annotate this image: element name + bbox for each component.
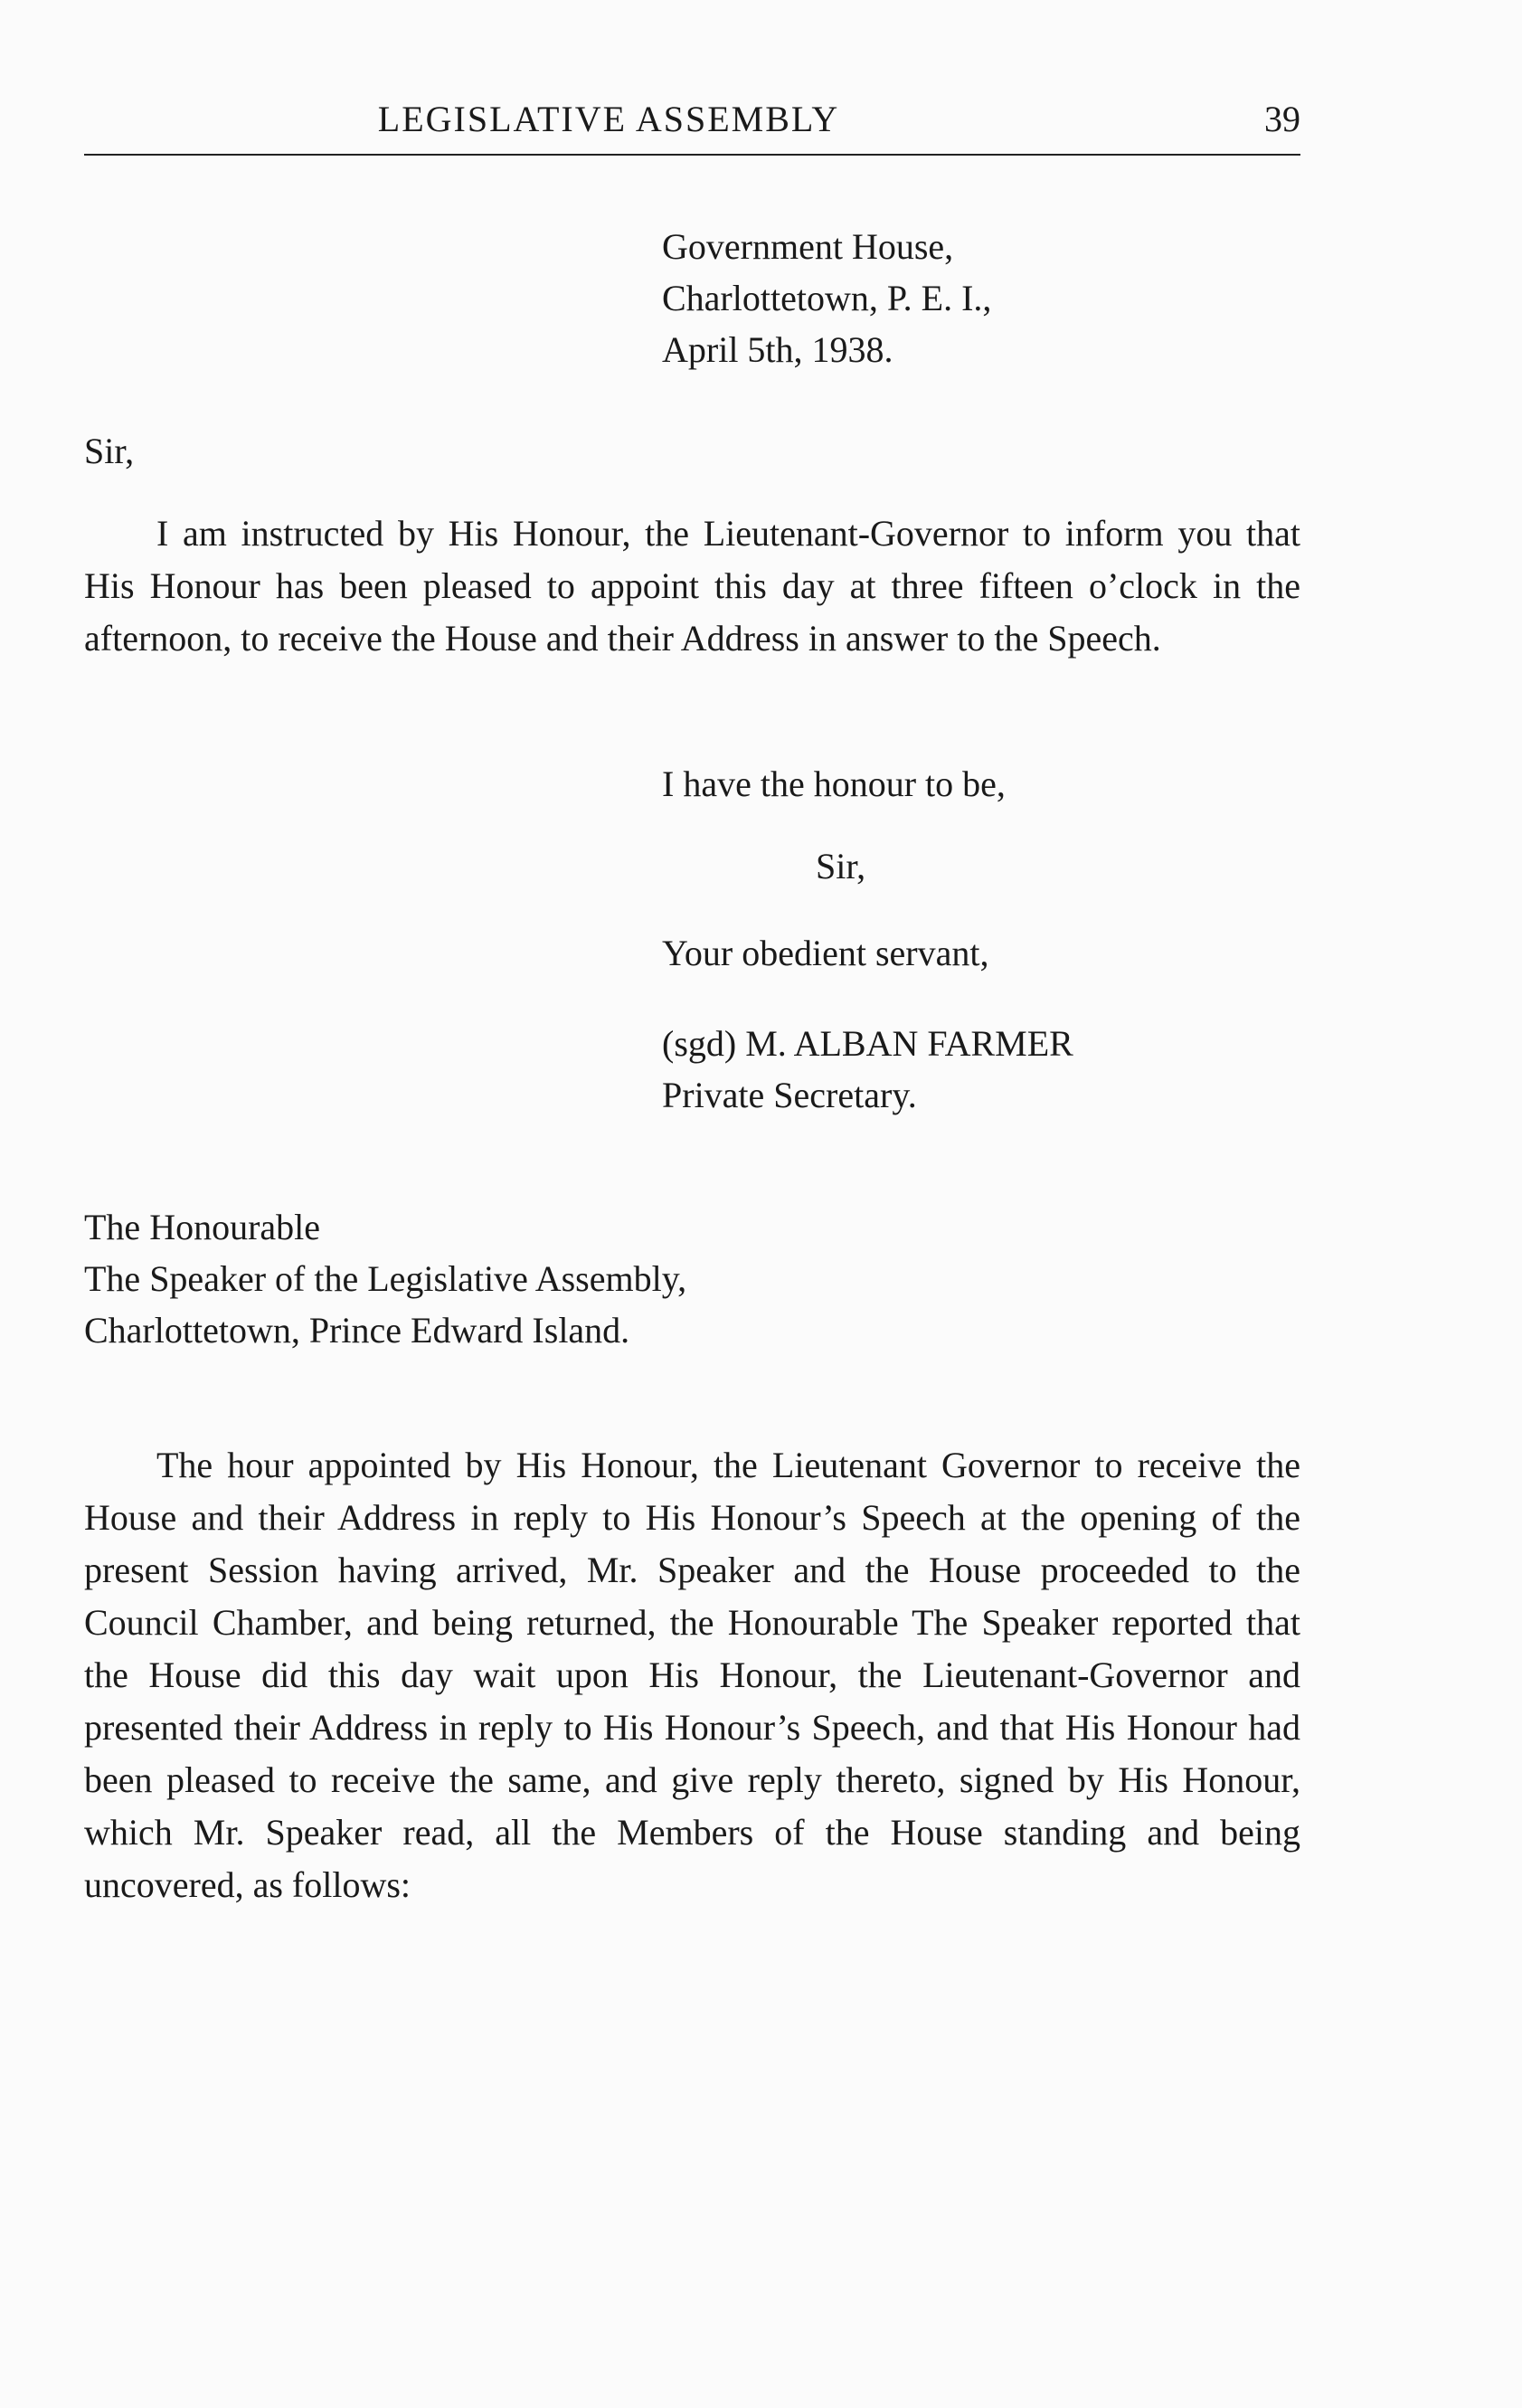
letter-body: I am instructed by His Honour, the Lieutenant-Governor to inform you that His Honour has been pleased to appoint this day at three fifteen o’clock in the afternoon, to receive the House and their Address in answer to the Speech.	[84, 513, 1300, 659]
recipient-line: The Honourable	[84, 1207, 321, 1247]
closing-servant: Your obedient servant,	[662, 933, 989, 973]
recipient-line: The Speaker of the Legislative Assembly,	[84, 1258, 687, 1299]
sender-address	[662, 221, 991, 375]
running-title: LEGISLATIVE ASSEMBLY	[377, 99, 840, 139]
signature-title: Private Secretary.	[662, 1075, 917, 1115]
address-line: Government House,	[662, 226, 954, 267]
salutation: Sir,	[84, 431, 135, 471]
closing-sir: Sir,	[816, 846, 866, 886]
signature-name: (sgd) M. ALBAN FARMER	[662, 1023, 1073, 1064]
recipient-address	[84, 1201, 686, 1356]
signature-block	[662, 1018, 1073, 1121]
closing-honour: I have the honour to be,	[662, 763, 1006, 804]
page-number: 39	[1264, 99, 1300, 139]
recipient-line: Charlottetown, Prince Edward Island.	[84, 1310, 630, 1351]
page-header	[84, 90, 1300, 156]
address-date: April 5th, 1938.	[662, 329, 893, 370]
narrative-paragraph: The hour appointed by His Honour, the Lieutenant Governor to receive the House and their Address in reply to His Honour’s Speech at the opening of the present Session having arrived, Mr. Speaker and the House proceeded to the Council Chamber, and being returned, the Honourable The Speaker reported that the House did this day wait upon His Honour, the Lieutenant-Governor and presented their Address in reply to His Honour’s Speech, and that His Honour had been pleased to receive the same, and give reply thereto, signed by His Honour, which Mr. Speaker read, all the Members of the House standing and being uncovered, as follows:	[84, 1445, 1300, 1905]
address-line: Charlottetown, P. E. I.,	[662, 278, 992, 318]
